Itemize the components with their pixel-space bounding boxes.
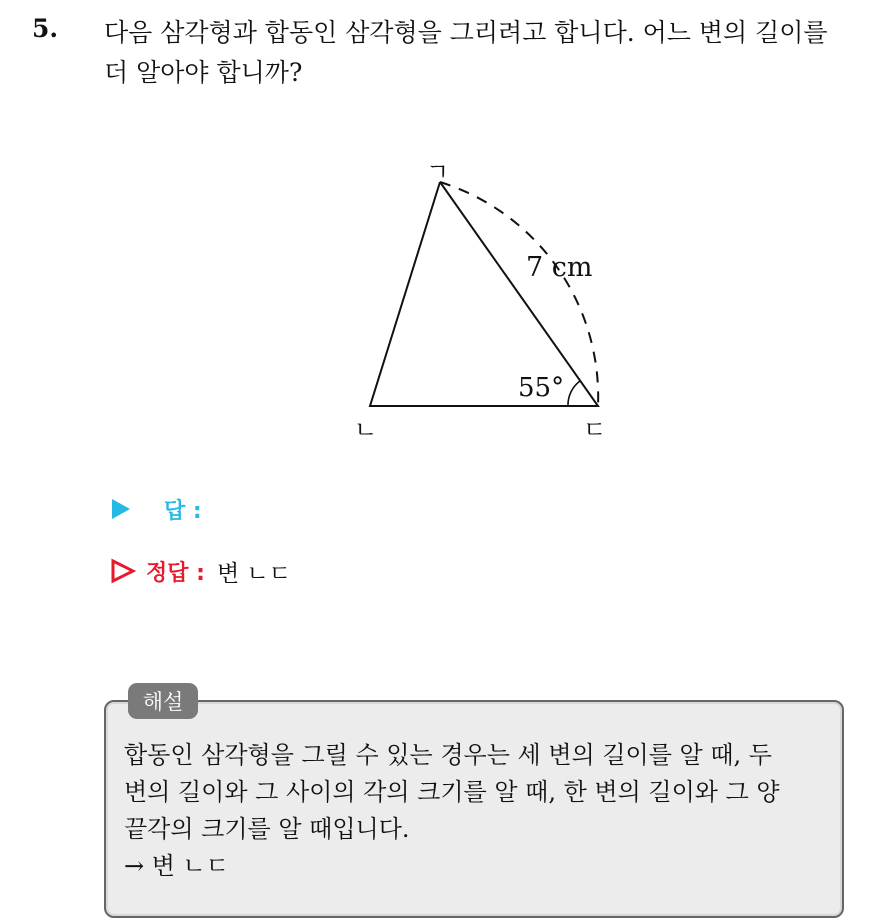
solution-line-2: 변의 길이와 그 사이의 각의 크기를 알 때, 한 변의 길이와 그 양 — [124, 778, 780, 806]
question-line-2: 더 알아야 합니까? — [104, 58, 303, 87]
solution-line-1: 합동인 삼각형을 그릴 수 있는 경우는 세 변의 길이를 알 때, 두 — [124, 741, 772, 769]
correct-answer-row — [110, 556, 291, 586]
question-line-1: 다음 삼각형과 합동인 삼각형을 그리려고 합니다. 어느 변의 길이를 — [104, 18, 828, 47]
filled-right-triangle-icon — [110, 497, 132, 521]
question-text — [104, 13, 874, 93]
correct-answer-value: 변 ㄴㄷ — [216, 560, 291, 587]
triangle-figure — [340, 150, 630, 440]
vertex-label-top: ㄱ — [426, 158, 450, 186]
correct-answer-label: 정답 : — [146, 560, 205, 586]
answer-label: 답 : — [164, 498, 202, 524]
outline-right-triangle-icon — [110, 558, 136, 584]
vertex-label-left: ㄴ — [354, 416, 378, 440]
vertex-label-right: ㄷ — [583, 416, 607, 440]
solution-text — [124, 737, 834, 885]
solution-line-3: 끝각의 크기를 알 때입니다. — [124, 815, 410, 843]
answer-row — [110, 494, 202, 524]
angle-arc — [568, 381, 580, 406]
solution-tag: 해설 — [128, 683, 198, 719]
question-number: 5. — [32, 14, 59, 43]
side-length-label: 7 cm — [526, 252, 593, 283]
angle-label: 55° — [518, 373, 565, 403]
solution-line-4: → 변 ㄴㄷ — [124, 852, 229, 880]
